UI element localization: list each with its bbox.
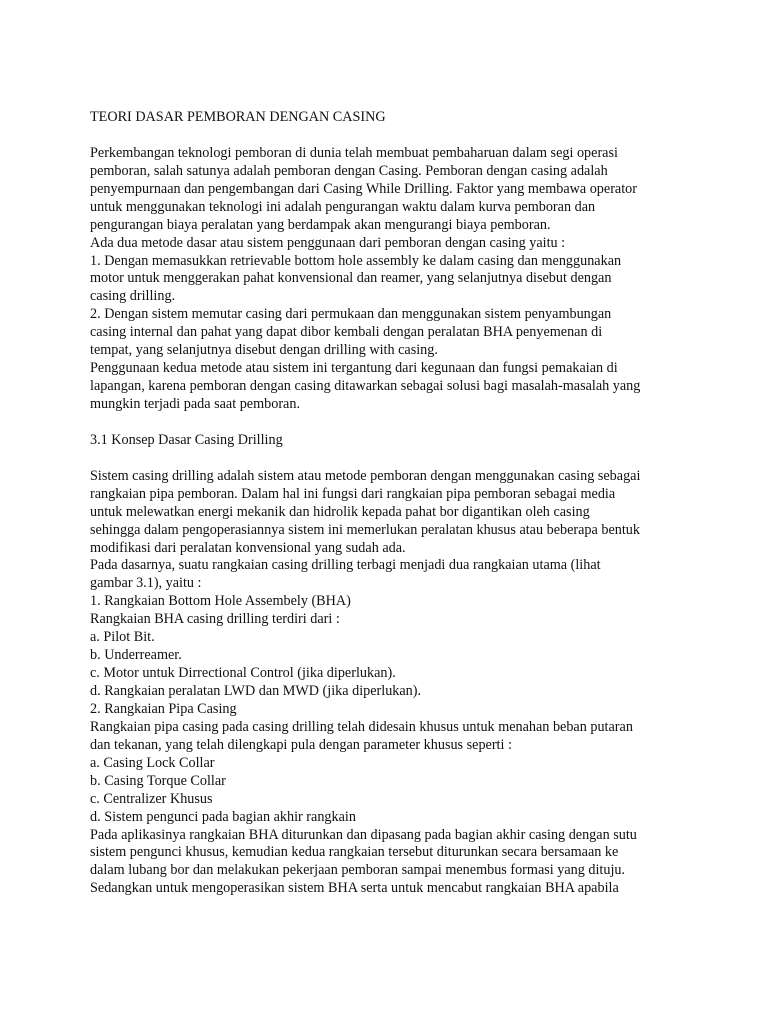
body-line: sehingga dalam pengoperasiannya sistem ini memerlukan peralatan khusus atau beberapa bentuk — [90, 521, 640, 538]
intro-line: Penggunaan kedua metode atau sistem ini tergantung dari kegunaan dan fungsi pemakaian di — [90, 360, 618, 377]
paragraph-gap — [90, 127, 690, 145]
intro-line: casing internal dan pahat yang dapat dibor kembali dengan peralatan BHA penyemenan di — [90, 324, 603, 341]
body-line: d. Sistem pengunci pada bagian akhir rangkain — [90, 808, 356, 825]
intro-line: lapangan, karena pemboran dengan casing ditawarkan sebagai solusi bagi masalah-masalah yang — [90, 378, 641, 395]
body-line: rangkaian pipa pemboran. Dalam hal ini fungsi dari rangkaian pipa pemboran sebagai media — [90, 485, 616, 502]
intro-line: Ada dua metode dasar atau sistem penggunaan dari pemboran dengan casing yaitu : — [90, 234, 566, 251]
intro-line: pemboran, salah satunya adalah pemboran dengan Casing. Pemboran dengan casing adalah — [90, 162, 608, 179]
body-line: Rangkaian pipa casing pada casing drilling telah didesain khusus untuk menahan beban putaran — [90, 718, 633, 735]
body-line: Pada aplikasinya rangkaian BHA diturunkan dan dipasang pada bagian akhir casing dengan sutu — [90, 826, 637, 843]
section-heading: 3.1 Konsep Dasar Casing Drilling — [90, 431, 283, 448]
body-line: 1. Rangkaian Bottom Hole Assembely (BHA) — [90, 593, 351, 610]
body-line: modifikasi dari peralatan konvensional yang sudah ada. — [90, 539, 406, 556]
body-line: sistem pengunci khusus, kemudian kedua rangkaian tersebut diturunkan secara bersamaan ke — [90, 844, 619, 861]
intro-line: tempat, yang selanjutnya disebut dengan drilling with casing. — [90, 342, 438, 359]
body-line: b. Underreamer. — [90, 647, 182, 664]
intro-line: mungkin terjadi pada saat pemboran. — [90, 396, 300, 412]
body-line: 2. Rangkaian Pipa Casing — [90, 700, 237, 717]
body-line: Sistem casing drilling adalah sistem atau metode pemboran dengan menggunakan casing sebagai — [90, 467, 641, 484]
body-line: a. Casing Lock Collar — [90, 754, 215, 771]
intro-line: penyempurnaan dan pengembangan dari Casing While Drilling. Faktor yang membawa operator — [90, 180, 637, 197]
paragraph-gap — [90, 450, 690, 468]
intro-line: untuk menggunakan teknologi ini adalah pengurangan waktu dalam kurva pemboran dan — [90, 198, 596, 215]
body-line: b. Casing Torque Collar — [90, 772, 226, 789]
section-body-text — [90, 468, 690, 899]
body-line: Pada dasarnya, suatu rangkaian casing drilling terbagi menjadi dua rangkaian utama (lihat — [90, 557, 601, 574]
intro-line: 2. Dengan sistem memutar casing dari permukaan dan menggunakan sistem penyambungan — [90, 306, 612, 323]
body-line: c. Motor untuk Dirrectional Control (jika diperlukan). — [90, 665, 396, 682]
body-line: untuk melewatkan energi mekanik dan hidrolik kepada pahat bor digantikan oleh casing — [90, 503, 590, 520]
intro-line: 1. Dengan memasukkan retrievable bottom hole assembly ke dalam casing dan menggunakan — [90, 252, 622, 269]
intro-line: pengurangan biaya peralatan yang berdampak akan mengurangi biaya pemboran. — [90, 216, 551, 233]
body-line: d. Rangkaian peralatan LWD dan MWD (jika diperlukan). — [90, 683, 422, 699]
document-title: TEORI DASAR PEMBORAN DENGAN CASING — [90, 109, 386, 125]
body-line: a. Pilot Bit. — [90, 629, 155, 646]
paragraph-gap — [90, 414, 690, 432]
body-line: dan tekanan, yang telah dilengkapi pula dengan parameter khusus seperti : — [90, 736, 512, 753]
document-page — [90, 109, 690, 898]
intro-line: motor untuk menggerakan pahat konvensional dan reamer, yang selanjutnya disebut dengan — [90, 270, 612, 287]
intro-line: casing drilling. — [90, 288, 176, 305]
body-line: c. Centralizer Khusus — [90, 790, 213, 807]
body-line: gambar 3.1), yaitu : — [90, 575, 202, 592]
body-line: dalam lubang bor dan melakukan pekerjaan pemboran sampai menembus formasi yang dituju. — [90, 862, 626, 879]
body-line: Sedangkan untuk mengoperasikan sistem BHA serta untuk mencabut rangkaian BHA apabila — [90, 880, 619, 897]
intro-line: Perkembangan teknologi pemboran di dunia telah membuat pembaharuan dalam segi operasi — [90, 144, 618, 161]
body-line: Rangkaian BHA casing drilling terdiri dari : — [90, 611, 340, 628]
intro-text — [90, 145, 690, 414]
